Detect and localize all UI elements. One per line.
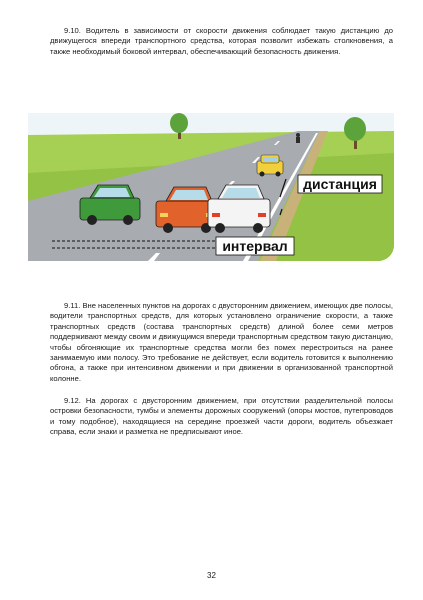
paragraph-9-10: 9.10. Водитель в зависимости от скорости движения соблюдает такую дистанцию до движущегося впереди транспортного средства, которая позволит избежать столкновения, а также необходимый боковой интервал, обеспечивающий безопасность движения. <box>50 26 393 56</box>
interval-label: интервал <box>222 238 288 254</box>
page-number: 32 <box>207 571 216 580</box>
distance-label: дистанция <box>303 176 377 192</box>
motorcycle <box>296 133 300 143</box>
paragraph-9-11: 9.11. Вне населенных пунктов на дорогах с двусторонним движением, имеющих две полосы, водители транспортных средств, для которых установлено ограничение скорости, а также транспортных средств (состава транспортных средств) длиной более семи метров поддерживают между своим и движущимся впереди транспортным средством такую дистанцию, чтобы обгоняющие их транспортные средства могли без помех перестроиться на ранее занимаемую ими полосу. Это требование не действует, если водитель готовится к выполнению обгона, а также при интенсивном движении и при движении в организованной транспортной колонне. <box>50 301 393 383</box>
traffic-illustration <box>28 113 394 261</box>
yellow-car <box>257 155 283 177</box>
paragraph-9-12: 9.12. На дорогах с двусторонним движением, при отсутствии разделительной полосы островки безопасности, тумбы и элементы дорожных сооружений (опоры мостов, путепроводов и тому подобное), находящиеся на середине проезжей части дороги, водитель объезжает справа, если знаки и разметка не предписывают иное. <box>50 396 393 437</box>
